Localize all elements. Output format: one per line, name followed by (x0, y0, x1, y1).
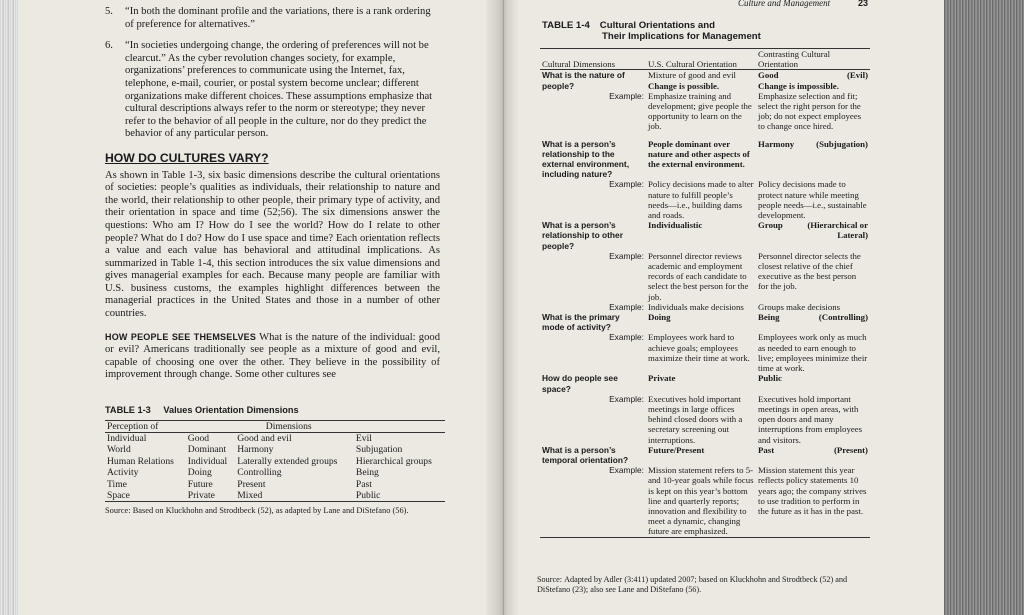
example-label: Example: (609, 90, 644, 101)
cell: Controlling (237, 467, 282, 479)
table-row (540, 179, 870, 220)
cell: Mixed (235, 490, 354, 502)
table-row (540, 332, 870, 373)
table-row (105, 490, 445, 502)
us-cell: Executives hold important meetings in large offices behind closed doors with a secretary screening out interruptions. (648, 393, 743, 445)
paragraph-text: What is the nature of the individual: good or evil? Americans traditionally see people as a mixture of good and evil, capable of choosing one over the other. They believe in the possibility of improvement through change. Some other cultures see (105, 331, 440, 381)
us-cell: Doing (648, 312, 671, 323)
cell: Space (105, 490, 186, 502)
question-cell: What is the primary mode of activity? (542, 312, 620, 333)
body-paragraph (105, 331, 440, 382)
source-text: Adapted by Adler (3:411) updated 2007; based on Kluckhohn and Strodtbeck (52) and DiStefano (23); also see Lane and DiStefano (56). (537, 575, 848, 594)
cell: Good and evil (237, 433, 292, 445)
cell: World (107, 444, 131, 456)
table-row (105, 444, 445, 455)
cell: Future (187, 478, 213, 490)
contrast-value: Past (758, 444, 775, 455)
example-label: Example: (609, 393, 644, 404)
contrast-cell: Emphasize selection and fit; select the right person for the job; do not expect employees to change once hired. (758, 90, 862, 132)
table-row (105, 467, 445, 478)
example-label: Example: (609, 301, 644, 312)
contrast-cell: Mission statement this year reflects policy statements 10 years ago; the company strives to use tradition to perform in the future as it has in the past. (758, 465, 867, 516)
table-label: TABLE 1-3 (105, 405, 151, 416)
cell: Private (186, 490, 235, 502)
table-row (540, 70, 870, 91)
us-cell: Private (648, 373, 676, 384)
table-row (540, 394, 870, 445)
source-label: Source: (537, 575, 563, 584)
cell: Past (355, 478, 372, 490)
table-row (105, 456, 445, 467)
cell: Harmony (237, 444, 274, 456)
page-number: 23 (858, 0, 869, 8)
us-cell: Individuals make decisions (648, 301, 744, 312)
contrast-value: Group (758, 220, 783, 231)
source-text: Based on Kluckhohn and Strodtbeck (52), as adapted by Lane and DiStefano (56). (132, 506, 409, 516)
us-cell: Employees work hard to achieve goals; employees maximize their time at work. (648, 332, 750, 363)
us-cell: People dominant over nature and other aspects of the external environment. (648, 138, 750, 170)
contrast-cell (756, 70, 870, 91)
table-1-4 (540, 48, 870, 538)
running-head: Culture and Management (738, 0, 831, 8)
table-title-line1: Cultural Orientations and (599, 20, 715, 31)
item-number: 5. (105, 6, 113, 17)
us-value: Mixture of good and evil (648, 70, 736, 81)
contrast-alt: (Evil) (846, 70, 868, 81)
table-row (540, 220, 870, 251)
question-cell: What is a person’s relationship to the external environment, including nature? (542, 138, 630, 180)
table-row (540, 91, 870, 132)
cell: Hierarchical groups (355, 455, 432, 467)
cell: Time (107, 478, 127, 490)
question-cell: What is the nature of people? (542, 70, 625, 91)
example-label: Example: (609, 250, 644, 261)
cell: Individual (107, 433, 147, 445)
cell: Human Relations (107, 455, 174, 467)
contrast-alt: (Hierarchical or Lateral) (807, 220, 868, 241)
cell: Public (354, 490, 445, 502)
contrast-cell: Executives hold important meetings in open areas, with open doors and many interruptions from employees and visitors. (758, 393, 863, 445)
section-heading: HOW DO CULTURES VARY? (105, 150, 269, 165)
item-text: “In societies undergoing change, the ordering of preferences will not be clearcut.” As the cyber revolution changes society, for example, organizations’ preferences to communicate using the Internet, fax, telephone, e-mail, courier, or postal system become unclear; different organizations make different choices. These assumptions emphasize that cultural descriptions always refer to the norm or stereotype; they never refer to the behavior of all people in the culture, nor do they predict the behavior of any particular person. (125, 40, 433, 140)
contrast-cell: Personnel director selects the closest relative of the chief executive as the best person for the job. (758, 250, 861, 292)
contrast-alt: (Controlling) (818, 312, 868, 323)
contrast-value-2: Change is impossible. (758, 80, 839, 91)
table-label: TABLE 1-4 (542, 20, 590, 31)
us-cell: Emphasize training and development; give people the opportunity to learn on the job. (648, 90, 752, 132)
contrast-cell (756, 220, 870, 251)
run-in-heading: HOW PEOPLE SEE THEMSELVES (105, 331, 257, 342)
table-row (105, 433, 445, 445)
cell: Being (355, 467, 379, 479)
numbered-item (105, 40, 440, 141)
table-row (540, 312, 870, 332)
source-label: Source: (105, 506, 131, 516)
table-row (105, 479, 445, 490)
contrast-cell: Policy decisions made to protect nature while meeting people needs—i.e., sustainable development. (758, 179, 867, 221)
table-title: Values Orientation Dimensions (163, 405, 299, 416)
left-page-edge (0, 0, 18, 615)
left-page (105, 6, 440, 518)
cell: Laterally extended groups (237, 455, 338, 467)
body-paragraph: As shown in Table 1-3, six basic dimensions describe the cultural orientations of societies: people’s qualities as individuals, their relationship to nature and the world, their relationship to other people, their primary type of activity, and their orientation in space and time (52;56). The six dimensions answer the questions: Who am I? How do I see the world? How do I relate to other people? What do I do? How do I use space and time? Each orientation reflects a value and each value has behavioral and attitudinal implications. As summarized in Table 1-4, this section introduces the six value dimensions and gives managerial examples for each. Because many people are familiar with U.S. business customs, the examples highlight differences between the managerial practices in the United States and those in a number of other countries. (105, 169, 440, 320)
contrast-cell (756, 312, 870, 332)
contrast-value: Public (758, 373, 782, 384)
us-value-2: Change is possible. (648, 80, 720, 91)
question-cell: What is a person’s relationship to other people? (542, 220, 623, 251)
contrast-value: Harmony (758, 138, 795, 149)
contrast-value: Being (758, 312, 780, 323)
contrast-cell (756, 373, 870, 393)
cell: Present (237, 478, 266, 490)
us-cell: Mission statement refers to 5- and 10-year goals while focus is kept on this year’s bottom line and quarterly reports; innovation and flexibility to meet a dynamic, changing future are emphasized. (648, 465, 754, 537)
item-text: “In both the dominant profile and the variations, there is a rank ordering of preference for alternatives.” (125, 6, 431, 30)
table-title-line2: Their Implications for Management (602, 31, 761, 43)
right-page-edge (944, 0, 1024, 615)
cell: Individual (187, 455, 228, 467)
col-header-contrasting: Contrasting Cultural Orientation (756, 49, 870, 70)
numbered-item (105, 6, 440, 31)
col-header-perception: Perception of (105, 420, 186, 432)
cell: Dominant (187, 444, 227, 456)
question-cell: What is a person’s temporal orientation? (542, 444, 629, 465)
contrast-cell: Employees work only as much as needed to earn enough to live; employees minimize their time at work. (758, 332, 868, 374)
table-row (540, 139, 870, 180)
example-label: Example: (609, 332, 644, 343)
table-row (540, 302, 870, 312)
example-label: Example: (609, 465, 644, 476)
us-cell: Policy decisions made to alter nature to fulfill people’s needs—i.e., building dams and roads. (648, 179, 754, 221)
table-row (540, 373, 870, 393)
item-number: 6. (105, 40, 113, 52)
table-1-4-caption (542, 20, 761, 43)
contrast-alt: (Subjugation) (816, 138, 868, 149)
book-gutter (486, 0, 520, 615)
us-cell (646, 70, 756, 91)
question-cell: How do people see space? (542, 373, 618, 394)
table-row (540, 445, 870, 465)
col-header-dimensions: Cultural Dimensions (540, 49, 646, 70)
table-1-4-source (537, 575, 877, 594)
cell: Evil (355, 433, 372, 445)
us-cell: Personnel director reviews academic and employment records of each candidate to select the best person for the job. (648, 250, 749, 302)
col-header-us: U.S. Cultural Orientation (646, 49, 756, 70)
contrast-alt: (Present) (833, 444, 868, 455)
example-label: Example: (609, 179, 644, 190)
us-cell: Future/Present (648, 444, 705, 455)
cell: Subjugation (355, 444, 403, 456)
contrast-cell: Groups make decisions (758, 301, 841, 312)
us-cell: Individualistic (648, 220, 703, 231)
cell: Activity (107, 467, 139, 479)
contrast-value: Good (758, 70, 779, 81)
table-1-3 (105, 420, 445, 503)
contrast-cell (756, 445, 870, 465)
contrast-cell (756, 139, 870, 180)
col-header-dimensions: Dimensions (186, 420, 445, 432)
table-row (540, 465, 870, 537)
table-1-3-caption (105, 404, 440, 417)
table-row (540, 251, 870, 302)
cell: Doing (187, 467, 212, 479)
cell: Good (187, 433, 210, 445)
table-1-3-source (105, 505, 440, 518)
